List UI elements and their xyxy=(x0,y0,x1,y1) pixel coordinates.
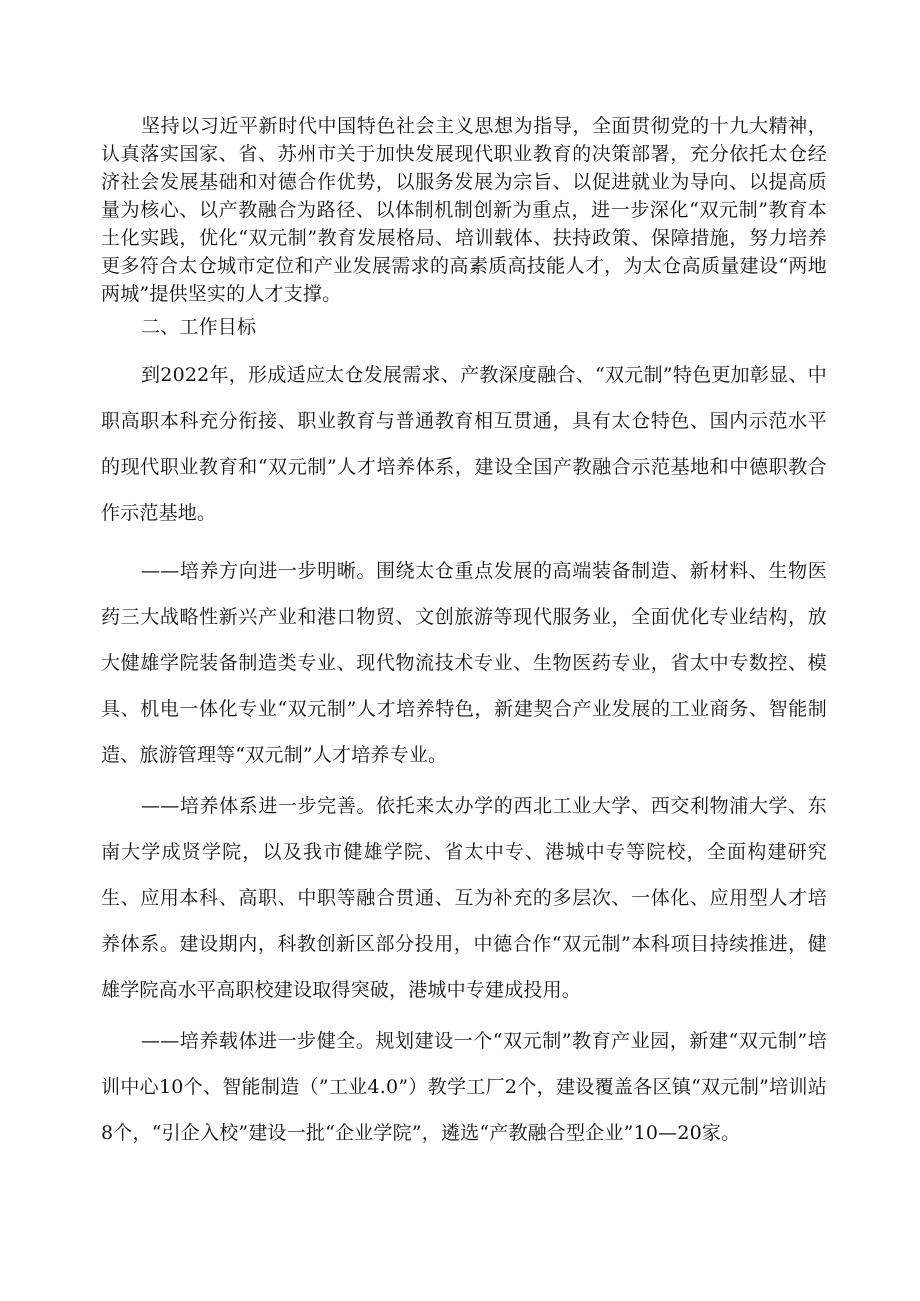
paragraph-training-carriers: ——培养载体进一步健全。规划建设一个“双元制”教育产业园，新建“双元制”培训中心10个、智能制造（”工业4.0”）教学工厂2个，建设覆盖各区镇“双元制”培训站8个，“引企入校”建设一批“企业学院”，遴选“产教融合型企业”10—20家。 xyxy=(101,1030,827,1144)
section-heading-work-goals: 二、工作目标 xyxy=(141,316,257,338)
paragraph-guiding-ideology: 坚持以习近平新时代中国特色社会主义思想为指导，全面贯彻党的十九大精神，认真落实国家、省、苏州市关于加快发展现代职业教育的决策部署，充分依托太仓经济社会发展基础和对德合作优势，以服务发展为宗旨、以促进就业为导向、以提高质量为核心、以产教融合为路径、以体制机制创新为重点，进一步深化“双元制”教育本土化实践，优化“双元制”教育发展格局、培训载体、扶持政策、保障措施，努力培养更多符合太仓城市定位和产业发展需求的高素质高技能人才，为太仓高质量建设“两地两城”提供坚实的人才支撑。 xyxy=(101,115,827,305)
paragraph-training-direction: ——培养方向进一步明晰。围绕太仓重点发展的高端装备制造、新材料、生物医药三大战略性新兴产业和港口物贸、文创旅游等现代服务业，全面优化专业结构，放大健雄学院装备制造类专业、现代物流技术专业、生物医药专业，省太中专数控、模具、机电一体化专业“双元制”人才培养特色，新建契合产业发展的工业商务、智能制造、旅游管理等“双元制”人才培养专业。 xyxy=(101,560,827,766)
paragraph-training-system: ——培养体系进一步完善。依托来太办学的西北工业大学、西交利物浦大学、东南大学成贤学院，以及我市健雄学院、省太中专、港城中专等院校，全面构建研究生、应用本科、高职、中职等融合贯通、互为补充的多层次、一体化、应用型人才培养体系。建设期内，科教创新区部分投用，中德合作“双元制”本科项目持续推进，健雄学院高水平高职校建设取得突破，港城中专建成投用。 xyxy=(101,795,827,1001)
paragraph-goal-2022: 到2022年，形成适应太仓发展需求、产教深度融合、“双元制”特色更加彰显、中职高职本科充分衔接、职业教育与普通教育相互贯通，具有太仓特色、国内示范水平的现代职业教育和“双元制”人才培养体系，建设全国产教融合示范基地和中德职教合作示范基地。 xyxy=(101,364,827,524)
